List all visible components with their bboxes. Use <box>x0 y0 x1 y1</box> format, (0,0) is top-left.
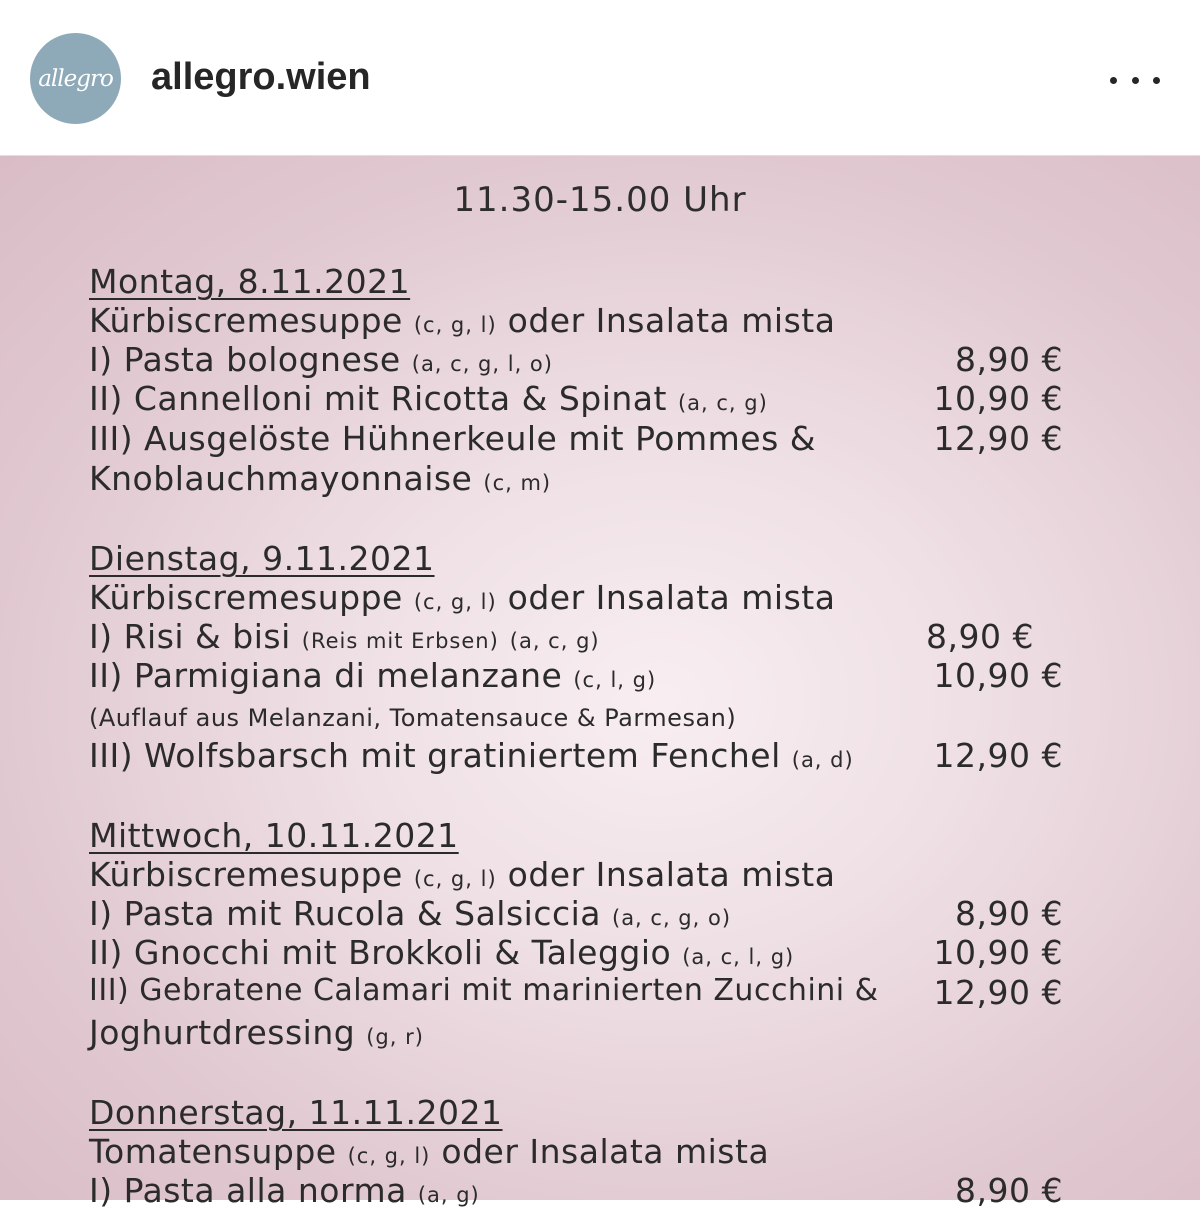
dish-note: (Auflauf aus Melanzani, Tomatensauce & Parmesan) <box>89 704 737 732</box>
day-title: Dienstag, 9.11.2021 <box>89 539 435 578</box>
username[interactable]: allegro.wien <box>151 56 371 98</box>
day-title: Donnerstag, 11.11.2021 <box>89 1093 503 1132</box>
dish-line: I) Risi & bisi (Reis mit Erbsen) (a, c, g) <box>89 617 600 656</box>
opening-hours: 11.30-15.00 Uhr <box>453 180 747 220</box>
day-title: Mittwoch, 10.11.2021 <box>89 816 459 855</box>
dish-line: III) Wolfsbarsch mit gratiniertem Fenchel (a, d) <box>89 736 854 775</box>
dish-price: 8,90 € <box>926 617 1034 656</box>
dish-line: III) Ausgelöste Hühnerkeule mit Pommes & <box>89 419 816 458</box>
dish-price: 8,90 € <box>955 1171 1063 1210</box>
dish-line: II) Gnocchi mit Brokkoli & Taleggio (a, c, l, g) <box>89 933 795 972</box>
dish-price: 10,90 € <box>933 379 1063 418</box>
soup-line: Kürbiscremesuppe (c, g, l) oder Insalata mista <box>89 301 836 340</box>
post-header <box>0 0 1200 156</box>
dish-price: 12,90 € <box>933 736 1063 775</box>
dish-price: 12,90 € <box>933 419 1063 458</box>
avatar-logo-text: allegro <box>38 65 113 92</box>
dish-line: II) Cannelloni mit Ricotta & Spinat (a, c, g) <box>89 379 768 418</box>
dish-price: 8,90 € <box>955 894 1063 933</box>
dot <box>1153 77 1160 84</box>
dish-price: 10,90 € <box>933 933 1063 972</box>
dish-price: 8,90 € <box>955 340 1063 379</box>
day-title: Montag, 8.11.2021 <box>89 262 411 301</box>
soup-line: Kürbiscremesuppe (c, g, l) oder Insalata mista <box>89 578 836 617</box>
dish-line: I) Pasta bolognese (a, c, g, l, o) <box>89 340 553 379</box>
soup-line: Tomatensuppe (c, g, l) oder Insalata mista <box>89 1132 770 1171</box>
dot <box>1110 77 1117 84</box>
more-dots-icon[interactable] <box>1110 60 1160 100</box>
dot <box>1132 77 1139 84</box>
dish-line-cont: Knoblauchmayonnaise (c, m) <box>89 459 552 498</box>
dish-line-cont: Joghurtdressing (g, r) <box>89 1013 424 1052</box>
dish-line: I) Pasta alla norma (a, g) <box>89 1171 480 1210</box>
soup-line: Kürbiscremesuppe (c, g, l) oder Insalata mista <box>89 855 836 894</box>
avatar[interactable] <box>30 33 121 124</box>
dish-price: 12,90 € <box>933 973 1063 1012</box>
dish-price: 10,90 € <box>933 656 1063 695</box>
post-image-menu[interactable] <box>0 156 1200 1210</box>
dish-line: III) Gebratene Calamari mit marinierten Zucchini & <box>89 973 879 1008</box>
dish-line: I) Pasta mit Rucola & Salsiccia (a, c, g, o) <box>89 894 732 933</box>
dish-line: II) Parmigiana di melanzane (c, l, g) <box>89 656 657 695</box>
